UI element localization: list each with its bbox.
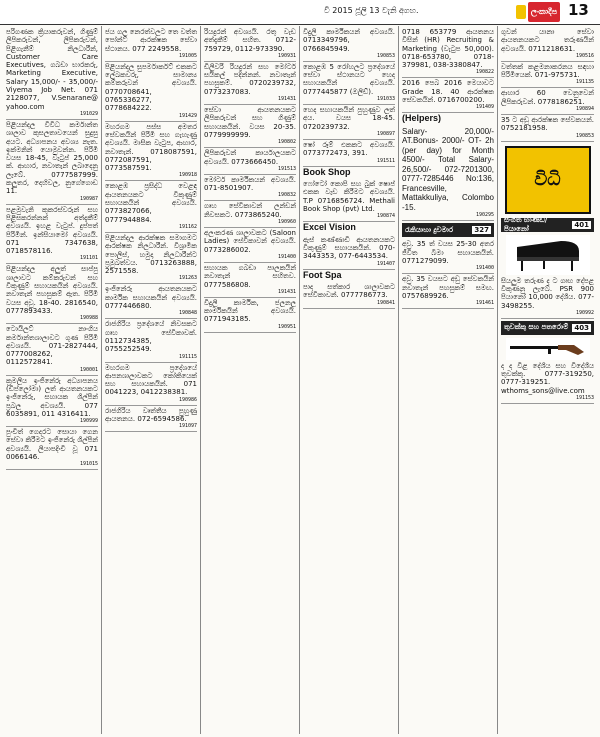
- ad-reference-number: 191400: [475, 265, 494, 272]
- classified-ad: [501, 88, 594, 115]
- classified-ad: [105, 233, 197, 284]
- classified-ad: [303, 27, 395, 62]
- logo-accent: [516, 5, 526, 19]
- column-1: [3, 26, 102, 734]
- ad-reference-number: 191263: [178, 275, 197, 282]
- ad-text: පිළියන්දල විවිධ කර්මාන්ත ශාලාව කුසලතාවයෙන් සුදුසු අයට. අධ්‍යාපනය අවශ්‍ය නැත. ඉක්මනින් යොමුවන්න. පිරිමි වයස 18-45, වැටුප් 25,000 ක්. ආහාර, නවාතැන් ලබාදෙනු ලැබේ. 0777587999. කලුතර, දෙහිවල, නුගේගොඩ 11.: [6, 120, 98, 196]
- ad-text: පරිගණක ක්‍රියාකරුවන්, ගිණුම් ලිපිකරුවන්, ලිපිකරුවන්, පිළිගැනීම් නිලධාරීන්, Customer Care Executives, ගබඩා භාරකරු, Marketing Executive, Salary 15,000/- - 35,000/- Viyema Job Net. 071 2128077, V.Senarane@ yahoo.com: [6, 28, 98, 111]
- classified-ad: [501, 62, 594, 89]
- ad-text: ගුවන් යානා සේවා ආයතනයකට තරුණයින් අවශ්‍යයි. 0711218631.: [501, 28, 594, 53]
- section-label: රැකියාහා දුවමාර: [405, 225, 454, 234]
- classified-columns: [3, 26, 597, 734]
- ad-reference-number: 191101: [79, 255, 98, 262]
- ad-reference-number: 190001: [79, 366, 98, 373]
- classified-ad: [105, 284, 197, 319]
- ad-text: මෝටර් කාර්මිකයන් අවශ්‍යයි. 071-8501907.: [204, 175, 296, 193]
- ad-text: කොළඹ ප්‍රසිද්ධ වෙළඳ ආයතනයකට විකුණුම් සහායකයින් අවශ්‍යයි. 0773827066, 0777944884.: [105, 182, 197, 224]
- column-2: [102, 26, 201, 734]
- classified-ad: [105, 363, 197, 406]
- ad-reference-number: 190918: [178, 172, 197, 179]
- ad-text: සේවා ආයතනයකට ලිපිකරුවන් සහ ගිණුම් සහායකයින්. වයස 20-35. 0779999999.: [204, 106, 296, 139]
- section-header-401: [501, 215, 594, 233]
- ad-text: රාජගිරිය ප්‍රදේශයේ නිවසකට ගෘහ සේවිකාවක්. 0112734385, 0755252549.: [105, 320, 197, 354]
- ad-text: පුංචිත් ගෙදරට සොයා ගෙන සේවා කිරීමට ඉංජිනේරු ශිල්පීන් අවශ්‍යයි. ලියාපදිංචි වූ 071 0066146.: [6, 428, 98, 462]
- newspaper-logo: ලංකාදීප: [528, 2, 560, 22]
- ad-reference-number: 190832: [277, 192, 296, 199]
- classified-ad: [303, 105, 395, 140]
- ad-text: ෆෝටෝ කොපි සහ බුක් ෂොප් එකක වැඩ කිරීමට අවශ්‍යයි. T.P 0716856724. Methali Book Shop (pvt) Ltd.: [303, 180, 395, 213]
- ad-reference-number: 190986: [178, 396, 197, 403]
- ad-reference-number: 190516: [575, 52, 594, 59]
- ad-reference-number: 191153: [575, 395, 594, 402]
- ad-text: පළමුවැනි කුකරස්වරුන් සහ පිළිසකරන්නන් අත්දැකීම් අවශ්‍යයි. ඉහළ වැටුප්. දුප්පත් පිරිමින්. ඉන්සියාමෝ අවශ්‍යයි. 071 7347638, 0718578116.: [6, 205, 98, 256]
- ad-reference-number: 191429: [178, 112, 197, 119]
- ad-reference-number: 190822: [475, 69, 494, 76]
- section-number: 403: [574, 323, 589, 332]
- ad-reference-number: 191461: [475, 300, 494, 307]
- classified-ad: [303, 179, 395, 222]
- classified-ad: [303, 62, 395, 105]
- classified-ad: [501, 361, 594, 404]
- ad-text: පිළියන්දල ආරක්ෂක සමාගමට ආරක්ෂක නිලධාරීන්. විශ්‍රාමික පොලිස්, හමුදා නිලධාරීන්ට ප්‍රමුඛත්වය. 0713263888, 2571558.: [105, 233, 197, 276]
- ad-text: මහරගම පස්ස අමතර සේවකයින් පිරිමි සහ ගැහැණු අවශ්‍යයි. මාසික වැටුප, ආහාර, නවාතැන්. 0718087591, 0772087591, 0773587591.: [105, 122, 197, 173]
- ad-reference-number: 191431: [277, 288, 296, 295]
- ad-text: ඉංජිනේරු ආයතනයකට කාර්මික සහායකයින් අවශ්‍යයි. 0777446680.: [105, 285, 197, 311]
- ad-reference-number: 191115: [178, 353, 197, 360]
- ad-text: ද ද විළ දේශීය සහ විදේශීය තුවක්කු. 0777-319250, 0777-319251. wthoms_sons@live.com: [501, 361, 594, 395]
- section-header-403: [501, 321, 594, 335]
- ad-reference-number: 190992: [575, 309, 594, 316]
- ad-reference-number: 191513: [277, 165, 296, 172]
- ad-text: හෙද සහායකයින් පුහුණුව ලත් අය. වයස 18-45. 0720239732.: [303, 106, 395, 131]
- ad-text: 0718 653779 ආයතනය විසින් (HR) Recruiting & Marketing (වැටුප 50,000). 0718-653780, 0718-379981, 038-3380847.: [402, 28, 494, 70]
- classified-ad: [303, 222, 395, 235]
- classified-ad: [204, 298, 296, 333]
- classified-ad: [402, 239, 494, 274]
- vidhi-logo-block: විධි: [505, 146, 591, 214]
- ad-text: අවු. 35 වයසට අඩු සේවකයින් නවාතැන් පහසුකම් සමඟ. 0757689926.: [402, 275, 494, 300]
- ad-reference-number: 190960: [277, 219, 296, 226]
- classified-ad: [6, 264, 98, 324]
- ad-reference-number: 190894: [575, 106, 594, 113]
- section-number: 327: [474, 226, 489, 235]
- ad-text: කොළඹ 5 රෝහලට ප්‍රදේශයේ සේවා ස්ථානයට හෙද සහායකයින් අවශ්‍යයි. 0777445877 (ඔලිඩ්).: [303, 62, 395, 96]
- ad-text: අවු. 35 ත් වයස 25-30 අතර ජීවිත බීමා සහායකයින්. 0771279099.: [402, 240, 494, 265]
- ad-reference-number: 191409: [475, 104, 494, 111]
- piano-icon: [506, 235, 590, 275]
- ad-reference-number: 190897: [376, 130, 395, 137]
- ad-reference-number: 190987: [79, 195, 98, 202]
- rifle-icon: [506, 338, 590, 360]
- ad-text: රියදුරන් අවශ්‍යයි. රතු වැඩ අත්දැකීම් සහිත. 0712-759729, 0112-973390.: [204, 28, 296, 53]
- ad-reference-number: 191431: [277, 96, 296, 103]
- column-5: [399, 26, 498, 734]
- ad-text: රාජගිරිය වෘත්තීය පුහුණු ආයතනය. 072-6594586.: [105, 406, 197, 423]
- classified-ad: [204, 27, 296, 62]
- ad-text: විදුලි කාර්මිකයන් අවශ්‍යයි. 0713349796, 0766845949.: [303, 28, 395, 53]
- ad-text: විදුලි කාර්මික, ජලනල කාර්මිකයින් අවශ්‍යයි. 0771943185.: [204, 298, 296, 324]
- ad-reference-number: 190853: [376, 52, 395, 59]
- classified-ad: [105, 27, 197, 62]
- ad-reference-number: 190848: [178, 310, 197, 317]
- classified-ad: [501, 276, 594, 319]
- ad-text: ලිපිකරුවන් කාර්යාලයකට අවශ්‍යයි. 0773666450.: [204, 149, 296, 166]
- classified-ad: [402, 274, 494, 309]
- ad-text: 2016 පෙබ 2016 මෙයාවට Grade 18. 40 ආරක්ෂක සේවකයින්. 0716700200.: [402, 79, 494, 105]
- ad-reference-number: 191005: [178, 52, 197, 59]
- ad-text: සහායක ගබඩා පාලකයින් නවාතැන් සහිතව. 0777586808.: [204, 263, 296, 289]
- ad-text: ගෘහ සේවිකාවන් ලන්ඩන් නිවසකට. 0773865240.: [204, 202, 296, 219]
- column-3: [201, 26, 300, 734]
- ad-text: ටොයිලට් නාංගිය කර්මාන්තශාලාවට ගුණ පිරිමි අවශ්‍යයි. 071-2827444, 0777008262, 0112572841.: [6, 325, 98, 367]
- page-number: 13: [568, 1, 589, 19]
- ad-reference-number: 190988: [79, 315, 98, 322]
- classified-ad: [303, 270, 395, 283]
- classified-ad: [204, 175, 296, 202]
- ad-text: ජය ගල නෙරත්වලට තෙ වත්ත පෝන්ට් ආරක්ෂක සේවා ස්ථානය. 077 2249558.: [105, 28, 197, 53]
- ad-heading: Book Shop: [303, 166, 351, 177]
- section-number: 401: [574, 220, 589, 229]
- ad-reference-number: 190951: [277, 323, 296, 330]
- classified-ad: [501, 27, 594, 62]
- issue-date: වී 2015 ජූලි 13 වැනි අගහ.: [324, 6, 419, 15]
- section-label: තුවක්කු සහ පතරොම්: [504, 323, 569, 332]
- ad-text: ඩිලිවරි රියදුරන් සහ මෝටර් සයිකල් පදින්නන්. නවාතැන් පහසුකම්. 0720239732, 0773237083.: [204, 62, 296, 96]
- classified-ad: [501, 115, 594, 142]
- classified-ad: [402, 113, 494, 126]
- ad-reference-number: 190999: [79, 418, 98, 425]
- classified-ad: [303, 282, 395, 309]
- ad-text: පිළියන්දල අලුත් සාප්පු ශාලාවට කම්කරුවන් සහ විකුණුම් සහායකයින් අවශ්‍යයි. නවාතැන් පහසුකම් ඇත. පිරිමි වයස අවු. 18-40. 2816540, 0777893433.: [6, 265, 98, 315]
- classified-ad: [303, 167, 395, 180]
- ad-reference-number: 191097: [178, 423, 197, 430]
- classified-ad: [6, 427, 98, 470]
- ad-reference-number: 191015: [79, 461, 98, 468]
- classified-ad: [6, 27, 98, 120]
- ad-reference-number: 191033: [376, 96, 395, 103]
- ad-text: අලංකරණ ශාලාවකට (Saloon Ladies) සේවිකාවන් අවශ්‍යයි. 0773286002.: [204, 229, 296, 254]
- classified-ad: [303, 235, 395, 270]
- classified-ad: [105, 319, 197, 362]
- section-label: සංගීත භාණ්ඩ/ පියානෝ: [504, 215, 548, 233]
- ad-heading: Excel Vision: [303, 222, 356, 233]
- classified-ad: [402, 27, 494, 78]
- classified-ad: [204, 62, 296, 105]
- ad-reference-number: 190853: [575, 132, 594, 139]
- column-6: [498, 26, 597, 734]
- classified-ad: [105, 62, 197, 122]
- page-header: [0, 0, 600, 25]
- classified-ad: [6, 120, 98, 205]
- classified-ad: [204, 148, 296, 175]
- ad-text: Salary- 20,000/- AT.Bonus- 2000/- OT- 2h (per day) for Month 4500/- Total Salary- 26,500/- 072-7201300, 0777-7285446 No:136, Francesville, Mattakkuliya, Colombo -15.: [402, 126, 494, 212]
- ad-text: පාද සත්කාර ශාලාවකට සේවිකාවන්. 0777786773.: [303, 283, 395, 300]
- classified-ad: [204, 228, 296, 263]
- classified-ad: [204, 201, 296, 228]
- classified-ad: [6, 205, 98, 265]
- ad-text: වත්තක් කළමනාකරනය සඳහා පිරිමියෙක්. 071-975731.: [501, 62, 594, 80]
- ad-heading: Foot Spa: [303, 269, 342, 280]
- ad-text: මහරගම ප්‍රදේශයේ ආපනශාලාවකට කෝකියෙක් සහ සහායකයින්. 071 0041223, 0412238381.: [105, 363, 197, 397]
- classified-ad: [402, 78, 494, 113]
- ad-text: ආහාර 60 වෙනුවෙන් ලිපිකරුවන්. 0778186251.: [501, 89, 594, 106]
- ad-text: පිළියන්දල සුපර්මාර්කට් එකකට ලේඛකවරු, සාමාන්‍ය කම්කරුවන් අවශ්‍යයි. 0770708641, 0765336277, 0778684222.: [105, 62, 197, 113]
- classified-ad: [204, 105, 296, 148]
- classified-ad: [6, 376, 98, 427]
- ad-text: ෂෝ රූම් එකකට අවශ්‍යයි. 0773772473, 391.: [303, 140, 395, 158]
- ad-reference-number: 191029: [79, 110, 98, 117]
- classified-ad: [105, 406, 197, 433]
- ad-reference-number: 191407: [376, 260, 395, 267]
- ad-reference-number: 190841: [376, 299, 395, 306]
- classified-ad: [204, 263, 296, 298]
- ad-reference-number: 191135: [575, 79, 594, 86]
- ad-heading: (Helpers): [402, 113, 442, 124]
- classified-ad: [303, 140, 395, 167]
- ad-text: ඇස් කණ්ණාඩි ආයතනයකට විකුණුම් සහායකයින්. 070-3443353, 077-6443534.: [303, 235, 395, 261]
- ad-text: 35 ට අඩු ආරක්ෂක සේවකයන්. 0752181958.: [501, 116, 594, 133]
- classified-ad: [6, 324, 98, 375]
- ad-text: සියලුම තරුණ ද ට ගෘහ දේපළ විකුණනු ලැබේ. PSR 900 පියානෝ 10,000 දේශීය. 077-3498255.: [501, 276, 594, 310]
- classified-ad: [105, 181, 197, 232]
- ad-reference-number: 190295: [475, 212, 494, 219]
- ad-reference-number: 191511: [376, 157, 395, 164]
- ad-reference-number: 190802: [277, 139, 296, 146]
- ad-reference-number: 191162: [178, 223, 197, 230]
- column-4: [300, 26, 399, 734]
- classified-ad: [105, 122, 197, 182]
- ad-reference-number: 191400: [277, 253, 296, 260]
- ad-text: ක්‍රමලිය ඉංජිනේරු අධ්‍යාපනය (ඩිප්ලෝමා) ලත් ආයතනයකට ඉංජිනේරු, සහායක ශිල්පීන් ප්‍රබල අවශ්‍යයි. 077 6035891, 011 4316411.: [6, 376, 98, 418]
- ad-reference-number: 190874: [376, 213, 395, 220]
- section-header-327: [402, 223, 494, 237]
- ad-reference-number: 190931: [277, 52, 296, 59]
- classified-ad: [402, 126, 494, 222]
